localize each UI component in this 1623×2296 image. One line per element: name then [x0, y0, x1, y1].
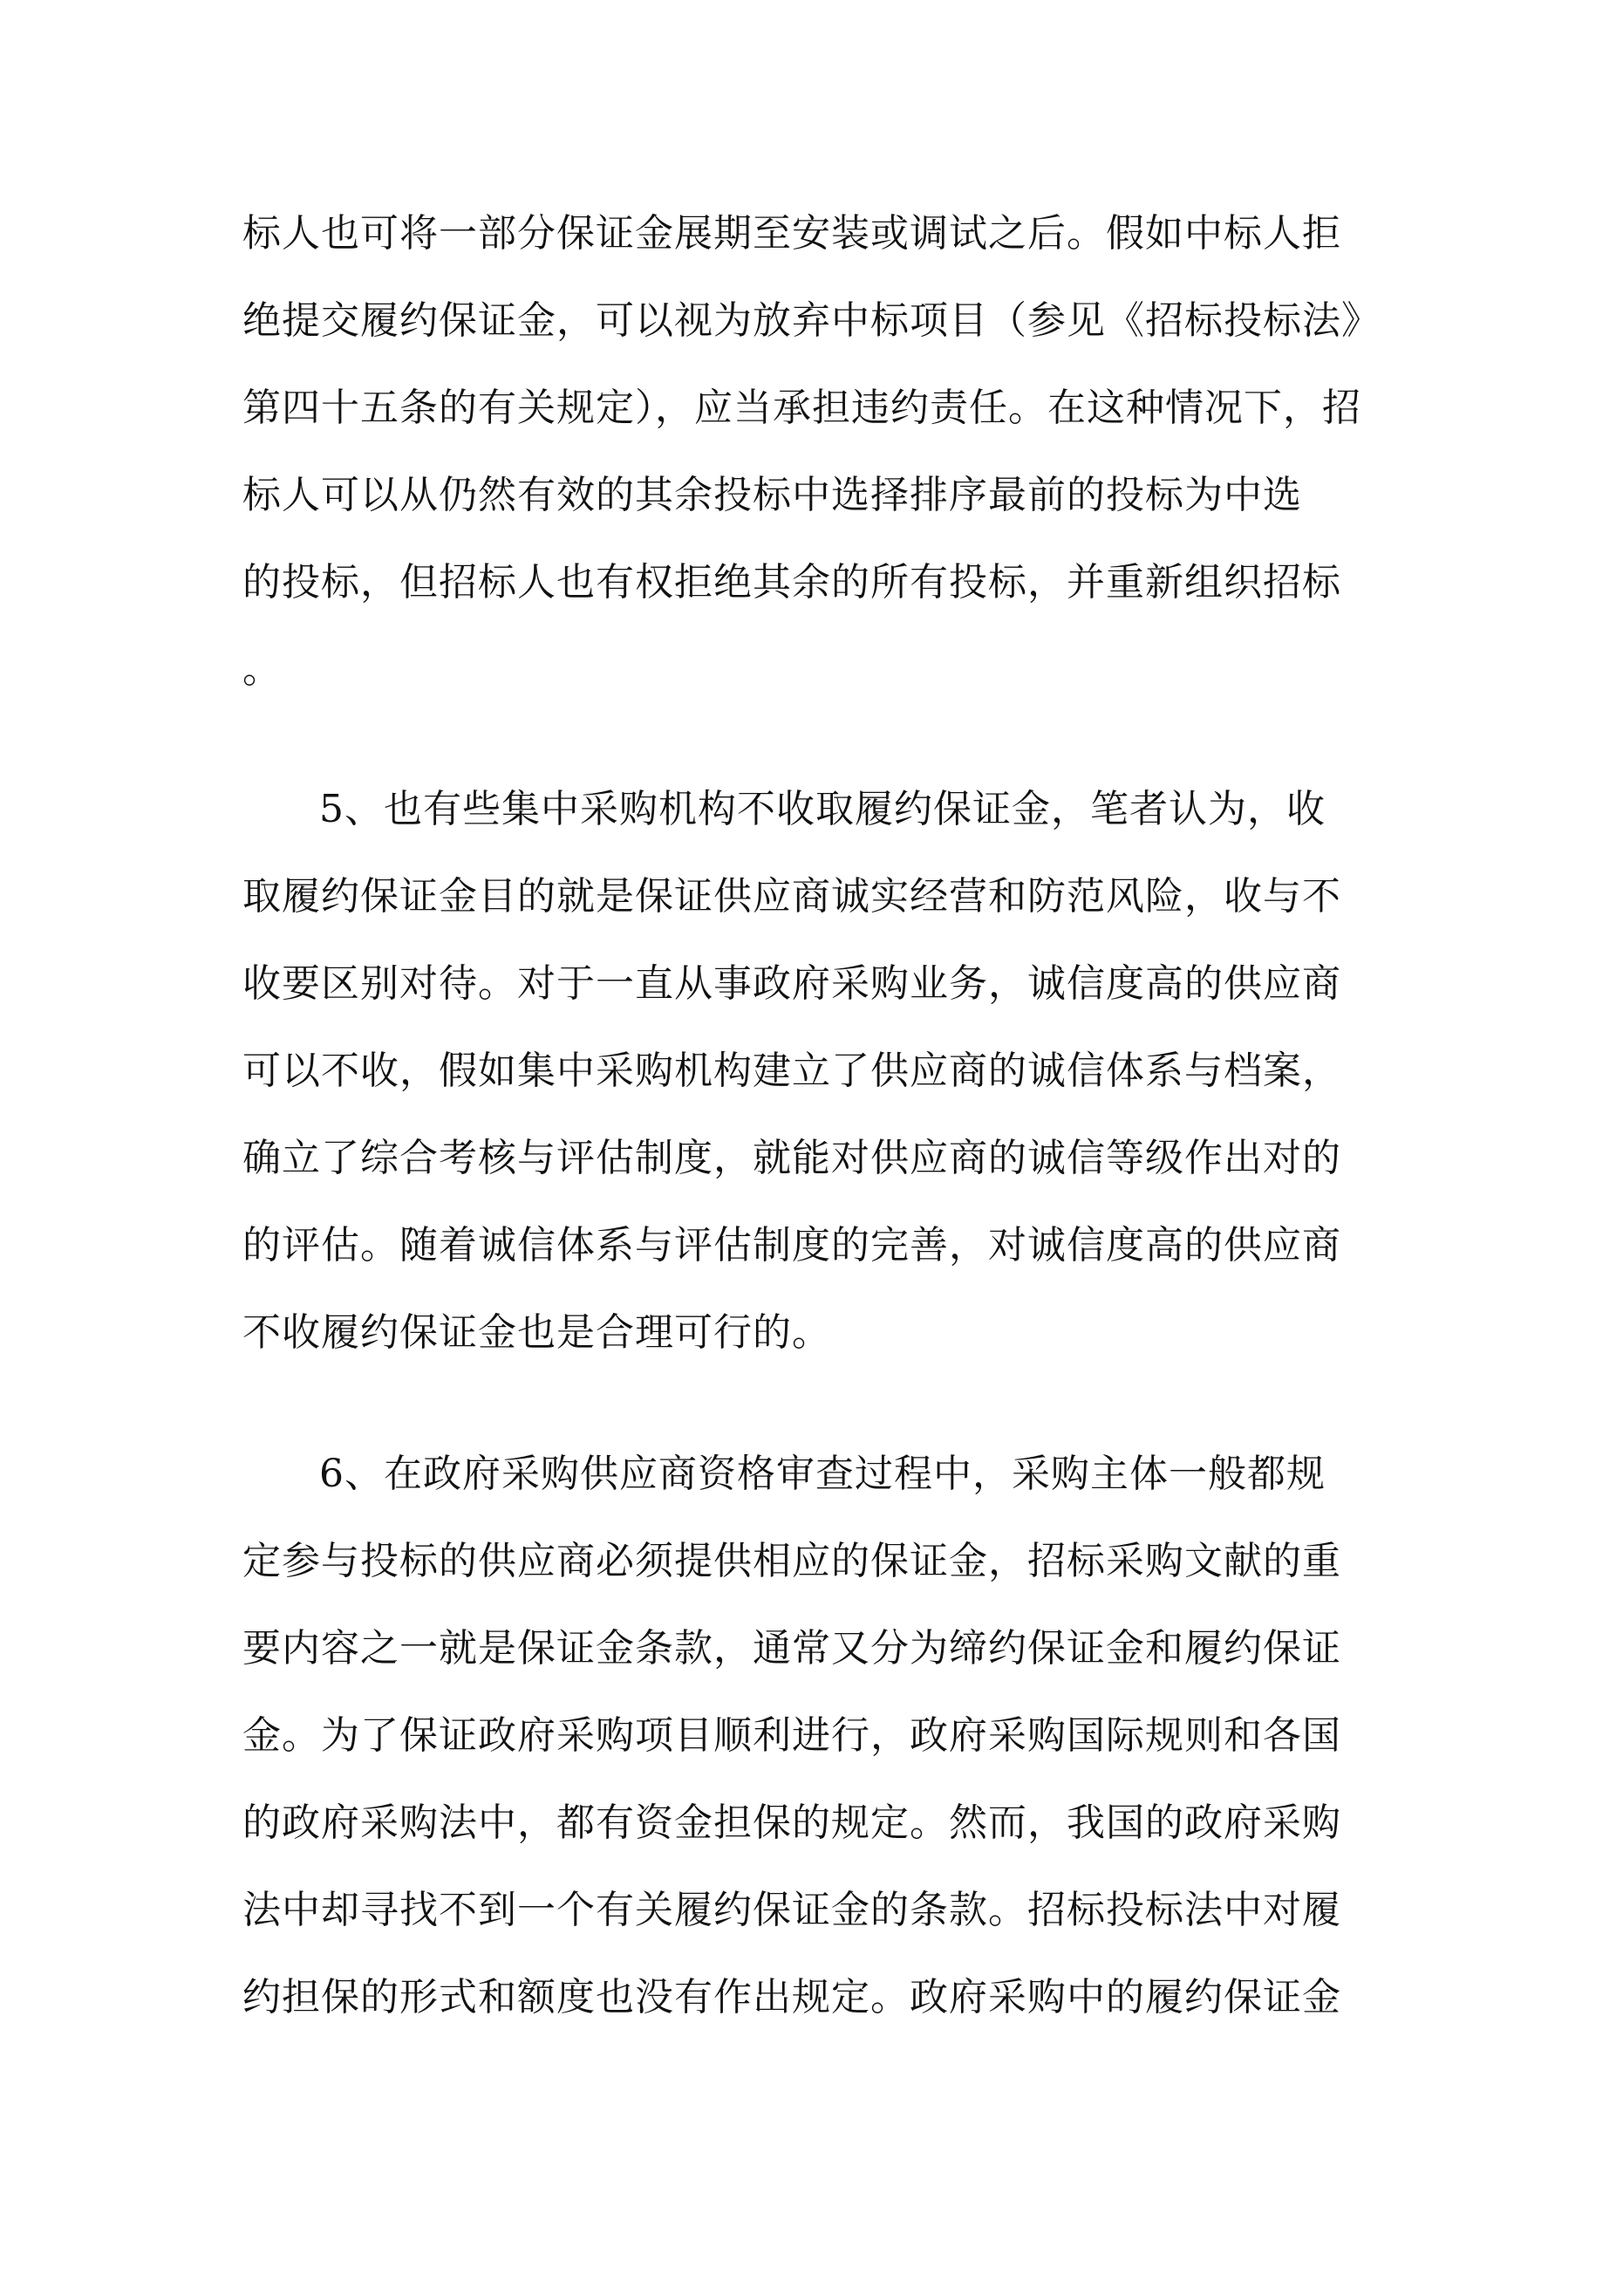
text-line: 的评估。随着诚信体系与评估制度的完善，对诚信度高的供应商	[242, 1223, 1341, 1268]
text-line: 不收履约保证金也是合理可行的。	[242, 1310, 831, 1355]
text-line: 取履约保证金目的就是保证供应商诚实经营和防范风险，收与不	[242, 874, 1341, 919]
text-line: 确立了综合考核与评估制度，就能对供应商的诚信等级作出对的	[242, 1136, 1341, 1180]
paragraph-6	[242, 1431, 1394, 2041]
paragraph-5	[242, 766, 1394, 1377]
text-line: 标人可以从仍然有效的其余投标中选择排序最前的投标为中选	[242, 473, 1302, 517]
text-line: 的投标，但招标人也有权拒绝其余的所有投标，并重新组织招标	[242, 560, 1341, 605]
text-line: 法中却寻找不到一个有关履约保证金的条款。招标投标法中对履	[242, 1888, 1341, 1932]
text-line: 5、也有些集中采购机构不收取履约保证金，笔者认为，收	[319, 787, 1326, 831]
text-line: 。	[242, 647, 282, 692]
text-line: 约担保的形式和额度也没有作出规定。政府采购中的履约保证金	[242, 1975, 1341, 2019]
paragraph-4-continuation	[242, 190, 1394, 714]
text-line: 绝提交履约保证金，可以视为放弃中标项目（参见《招标投标法》	[242, 298, 1381, 343]
text-line: 定参与投标的供应商必须提供相应的保证金，招标采购文献的重	[242, 1539, 1341, 1583]
text-line: 要内容之一就是保证金条款，通常又分为缔约保证金和履约保证	[242, 1626, 1341, 1671]
text-line: 收要区别对待。对于一直从事政府采购业务，诚信度高的供应商	[242, 961, 1341, 1006]
text-line: 标人也可将一部分保证金展期至安装或调试之后。假如中标人拒	[242, 211, 1341, 256]
text-line: 金。为了保证政府采购项目顺利进行，政府采购国际规则和各国	[242, 1713, 1341, 1758]
text-line: 6、在政府采购供应商资格审查过程中，采购主体一般都规	[319, 1452, 1326, 1496]
text-line: 的政府采购法中，都有资金担保的规定。然而，我国的政府采购	[242, 1801, 1341, 1845]
text-line: 第四十五条的有关规定），应当承担违约责任。在这种情况下，招	[242, 386, 1361, 430]
text-line: 可以不收，假如集中采购机构建立了供应商的诚信体系与档案，	[242, 1049, 1341, 1093]
